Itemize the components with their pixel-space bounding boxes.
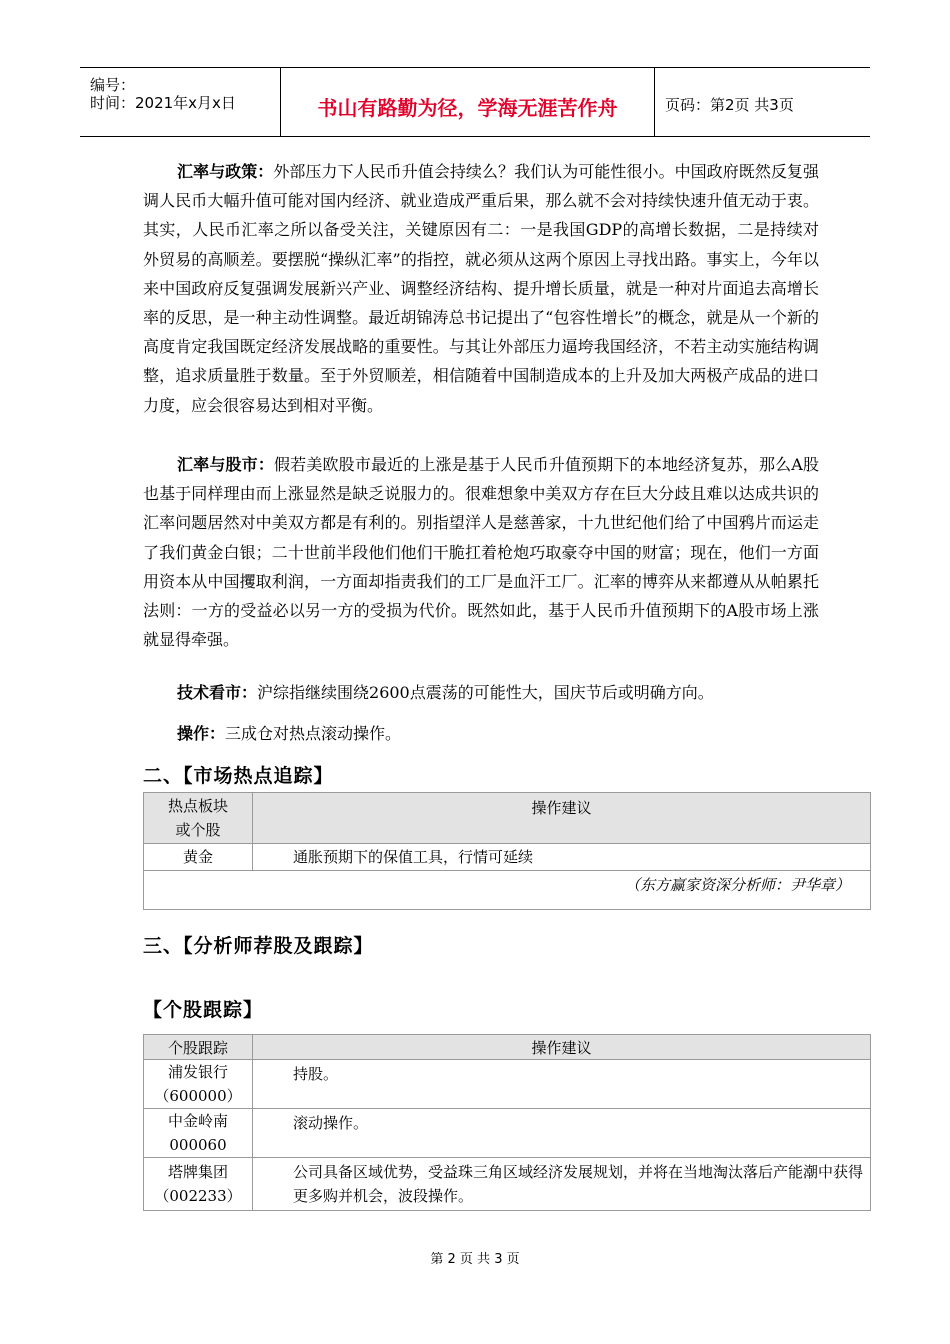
table-header-row	[144, 793, 871, 844]
paragraph-operation	[143, 719, 819, 748]
stock-code: （002233）	[154, 1187, 242, 1205]
sector-name: 黄金	[144, 844, 253, 871]
header-page-cell	[655, 68, 870, 136]
paragraph-text: 假若美欧股市最近的上涨是基于人民币升值预期下的本地经济复苏，那么A股也基于同样理由而上涨显然是缺乏说服力的。很难想象中美双方存在巨大分歧且难以达成共识的汇率问题居然对中美双方都是有利的。别指望洋人是慈善家，十九世纪他们给了中国鸦片而运走了我们黄金白银；二十世前半段他们他们干脆扛着枪炮巧取豪夺中国的财富；现在，他们一方面用资本从中国攫取利润，一方面却指责我们的工厂是血汗工厂。汇率的博弈从来都遵从从帕累托法则：一方的受益必以另一方的受损为代价。既然如此，基于人民币升值预期下的A股市场上涨就显得牵强。	[143, 455, 819, 650]
column-header-advice: 操作建议	[253, 1035, 871, 1060]
subheading-stock-tracking: 【个股跟踪】	[143, 999, 264, 1021]
stock-name: 中金岭南	[167, 1112, 228, 1130]
paragraph-exchange-stocks	[143, 450, 819, 654]
stock-name: 塔牌集团	[167, 1163, 228, 1181]
column-header-sector: 热点板块或个股	[144, 793, 253, 844]
sector-advice: 通胀预期下的保值工具，行情可延续	[253, 844, 871, 871]
column-header-stock: 个股跟踪	[144, 1035, 253, 1060]
table-credit-row	[144, 871, 871, 910]
section-heading-hotspots: 二、【市场热点追踪】	[143, 765, 334, 787]
paragraph-title: 汇率与政策：	[177, 162, 274, 181]
stock-name: 浦发银行	[167, 1063, 228, 1081]
motto: 书山有路勤为径，学海无涯苦作舟	[317, 96, 618, 120]
table-row	[144, 1060, 871, 1109]
column-header-advice: 操作建议	[253, 793, 871, 844]
serial-label: 编号：	[90, 76, 136, 94]
table-row	[144, 1158, 871, 1211]
header-motto-cell	[281, 68, 655, 136]
header-meta-cell	[80, 68, 281, 136]
page-number-label: 页码：第2页 共3页	[665, 96, 794, 114]
stock-code: 000060	[169, 1136, 227, 1154]
table-row	[144, 844, 871, 871]
paragraph-title: 操作：	[177, 724, 226, 743]
analyst-credit: （东方赢家资深分析师：尹华章）	[144, 871, 871, 910]
stock-advice: 公司具备区域优势，受益珠三角区域经济发展规划，并将在当地淘汰落后产能潮中获得更多购并机会，波段操作。	[253, 1158, 871, 1211]
stock-name-cell	[144, 1060, 253, 1109]
paragraph-text: 沪综指继续围绕2600点震荡的可能性大，国庆节后或明确方向。	[257, 683, 714, 702]
stock-advice: 滚动操作。	[253, 1109, 871, 1158]
section-heading-stock-picks: 三、【分析师荐股及跟踪】	[143, 935, 374, 957]
paragraph-exchange-policy	[143, 157, 819, 420]
stock-tracking-table	[143, 1034, 871, 1211]
stock-code: （600000）	[154, 1087, 242, 1105]
stock-name-cell	[144, 1158, 253, 1211]
page-footer: 第 2 页 共 3 页	[430, 1252, 520, 1267]
paragraph-technical	[143, 678, 819, 707]
paragraph-text: 外部压力下人民币升值会持续么？我们认为可能性很小。中国政府既然反复强调人民币大幅升值可能对国内经济、就业造成严重后果，那么就不会对持续快速升值无动于衷。其实，人民币汇率之所以备受关注，关键原因有二：一是我国GDP的高增长数据，二是持续对外贸易的高顺差。要摆脱“操纵汇率”的指控，就必须从这两个原因上寻找出路。事实上，今年以来中国政府反复强调发展新兴产业、调整经济结构、提升增长质量，就是一种对片面追去高增长率的反思，是一种主动性调整。最近胡锦涛总书记提出了“包容性增长”的概念，就是从一个新的高度肯定我国既定经济发展战略的重要性。与其让外部压力逼垮我国经济，不若主动实施结构调整，追求质量胜于数量。至于外贸顺差，相信随着中国制造成本的上升及加大两极产成品的进口力度，应会很容易达到相对平衡。	[143, 162, 819, 415]
table-row	[144, 1109, 871, 1158]
stock-advice: 持股。	[253, 1060, 871, 1109]
date-label: 时间：2021年x月x日	[90, 94, 236, 112]
paragraph-title: 汇率与股市：	[177, 455, 274, 474]
page-header	[80, 67, 870, 137]
paragraph-title: 技术看市：	[177, 683, 258, 702]
table-header-row	[144, 1035, 871, 1060]
hotspot-table	[143, 792, 871, 910]
paragraph-text: 三成仓对热点滚动操作。	[225, 724, 402, 743]
stock-name-cell	[144, 1109, 253, 1158]
